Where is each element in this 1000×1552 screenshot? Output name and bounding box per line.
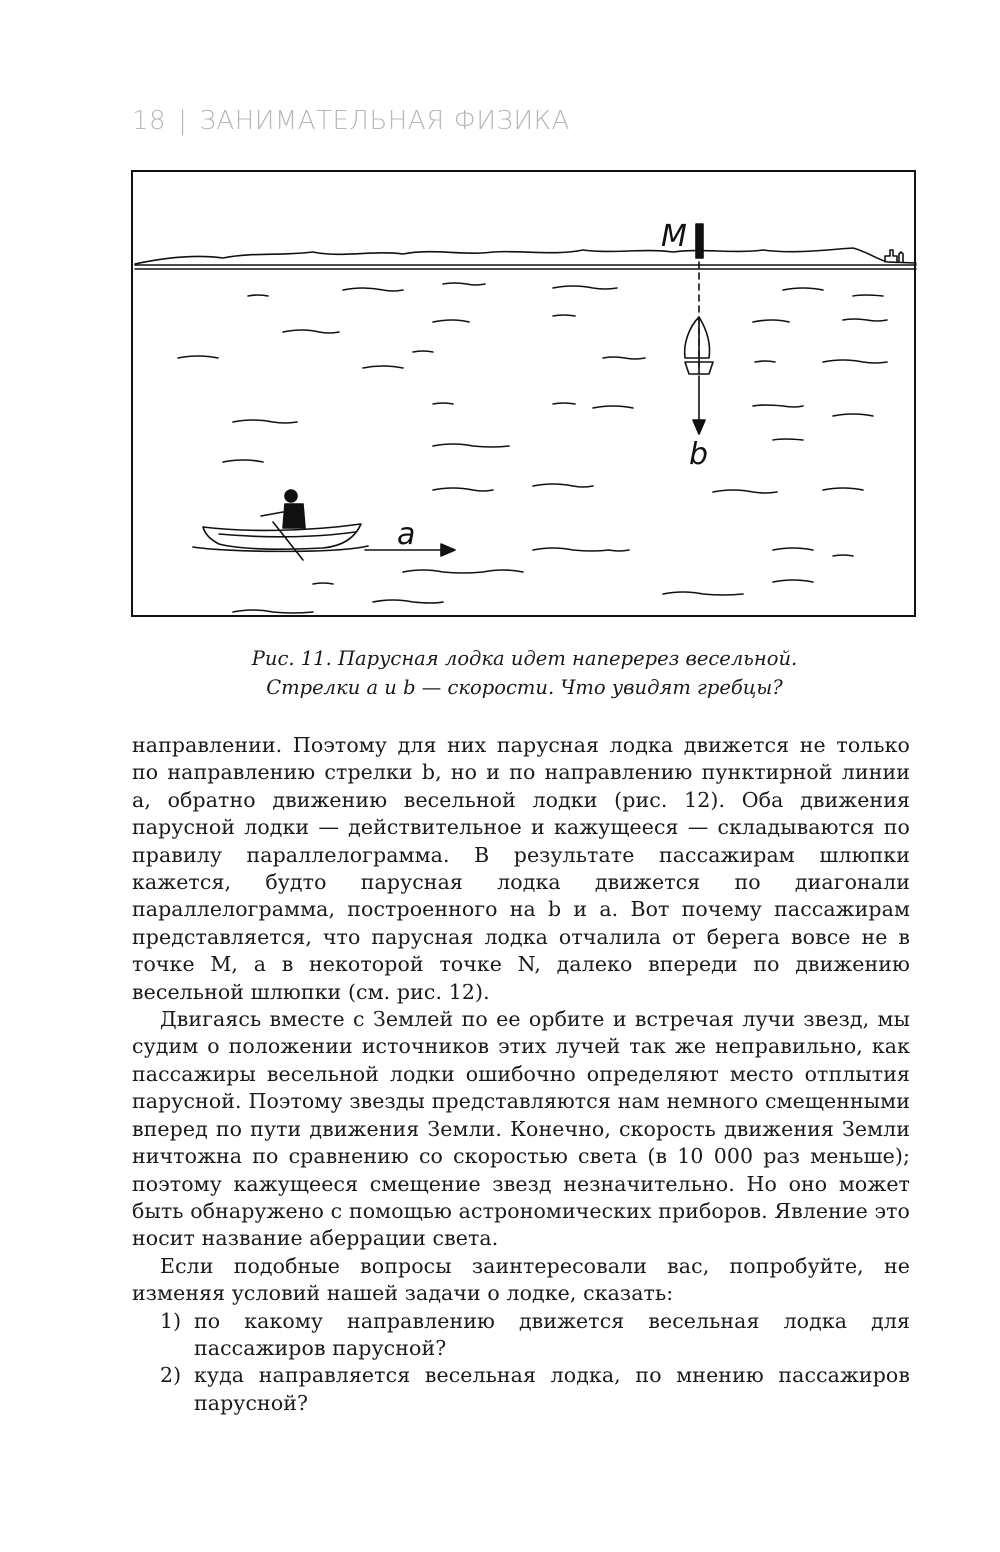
paragraph-2: Двигаясь вместе с Землей по ее орбите и встречая лучи звезд, мы судим о положении источников этих лучей так же неправильно, как пассажиры весельной лодки ошибочно определяют место отплытия парусной. Поэтому звезды представляются нам немного смещенными вперед по пути движения Земли. Конечно, скорость движения Земли ничтожна по сравнению со скоростью света (в 10 000 раз меньше); поэтому кажущееся смещение звезд незначительно. Но оно может быть обнаружено с помощью астрономических приборов. Явление это носит название аберрации света. <box>132 1007 910 1251</box>
paragraph-3: Если подобные вопросы заинтересовали вас, попробуйте, не изменяя условий нашей задачи о лодке, сказать: <box>132 1253 910 1306</box>
building-icon <box>885 250 903 262</box>
header-separator: | <box>178 106 188 136</box>
list-marker: 2) <box>160 1363 182 1388</box>
rowboat-icon <box>193 490 368 560</box>
caption-line-1: Рис. 11. Парусная лодка идет наперерез весельной. <box>251 647 798 670</box>
caption-line-2: Стрелки a и b — скорости. Что увидят гребцы? <box>266 676 783 699</box>
page-number: 18 <box>132 106 167 136</box>
running-head <box>132 106 570 136</box>
figure-illustration <box>131 170 916 617</box>
shoreline <box>135 248 916 264</box>
point-m-marker <box>696 224 703 258</box>
list-item <box>132 1308 910 1363</box>
sailboat-icon <box>685 317 713 374</box>
label-a: a <box>397 517 416 552</box>
list-item-text: куда направляется весельная лодка, по мнению пассажиров парусной? <box>194 1363 910 1415</box>
label-m: M <box>661 219 687 254</box>
list-item <box>132 1362 910 1417</box>
figure-caption <box>132 644 917 702</box>
water-ripples <box>178 283 887 613</box>
body-text <box>132 732 910 1417</box>
list-item-text: по какому направлению движется весельная лодка для пассажиров парусной? <box>194 1308 910 1360</box>
paragraph-1: направлении. Поэтому для них парусная лодка движется не только по направлению стрелки b, но и по направлению пунктирной линии a, обратно движению весельной лодки (рис. 12). Оба движения парусной лодки — действительное и кажущееся — складываются по правилу параллелограмма. В результате пассажирам шлюпки кажется, будто парусная лодка движется по диагонали параллелограмма, построенного на b и a. Вот почему пассажирам представляется, что парусная лодка отчалила от берега вовсе не в точке M, а в некоторой точке N, далеко впереди по движению весельной шлюпки (см. рис. 12). <box>132 733 910 1004</box>
book-title: ЗАНИМАТЕЛЬНАЯ ФИЗИКА <box>199 106 570 136</box>
label-b: b <box>689 437 709 472</box>
list-marker: 1) <box>160 1308 182 1333</box>
